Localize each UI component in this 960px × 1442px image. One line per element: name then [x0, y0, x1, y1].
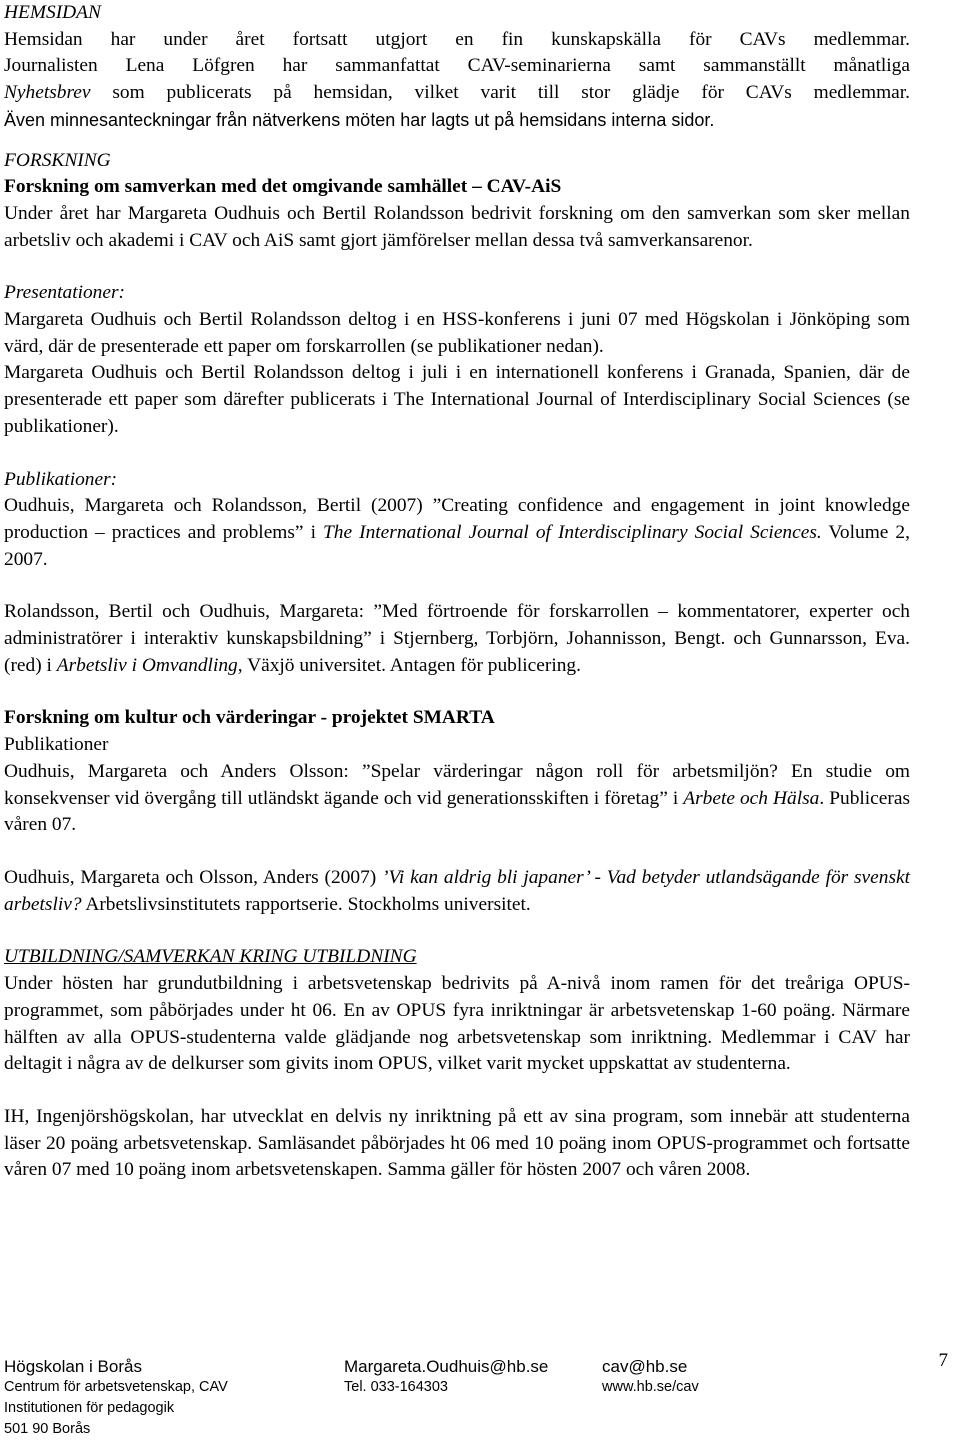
- section-heading-hemsidan: HEMSIDAN: [4, 2, 101, 23]
- footer-email-cav: cav@hb.se: [602, 1357, 688, 1376]
- section-hemsidan: [4, 0, 910, 134]
- text-span: Volume 2, 2007.: [4, 521, 910, 570]
- paragraph-line: Även minnesanteckningar från nätverkens möten har lagts ut på hemsidans interna sidor.: [4, 109, 715, 130]
- reference: [4, 493, 910, 573]
- label-presentationer: Presentationer:: [4, 282, 125, 304]
- text-span: , Växjö universitet. Antagen för publicering.: [237, 654, 581, 676]
- italic-text: The International Journal of Interdisciplinary Social Sciences.: [323, 521, 822, 543]
- reference: [4, 599, 910, 679]
- text-span: Oudhuis, Margareta och Rolandsson, Bertil (2007) ”Creating confidence and engagement in joint knowledge production – practices and problems” i: [4, 495, 910, 543]
- paragraph-line: Hemsidan har under året fortsatt utgjort en fin kunskapskälla för CAVs medlemmar.: [4, 28, 910, 50]
- label-publikationer: Publikationer: [4, 734, 109, 756]
- section-forskning: [4, 148, 910, 680]
- text-span: Arbetslivsinstitutets rapportserie. Stockholms universitet.: [81, 893, 531, 915]
- paragraph: Margareta Oudhuis och Bertil Rolandsson deltog i juli i en internationell konferens i Granada, Spanien, där de presenterade ett paper som därefter publicerats i The International Journal of Interdisciplinary Social Sciences (se publikationer).: [4, 362, 910, 437]
- footer-dept: Centrum för arbetsvetenskap, CAV: [4, 1379, 228, 1395]
- footer-org: Högskolan i Borås: [4, 1357, 142, 1376]
- section-smarta: [4, 705, 910, 918]
- footer-website: www.hb.se/cav: [602, 1379, 699, 1395]
- italic-text: Arbete och Hälsa: [683, 787, 820, 809]
- footer-address-block: [4, 1356, 228, 1440]
- text-span: som publicerats på hemsidan, vilket varit till stor glädje för CAVs medlemmar.: [90, 82, 910, 104]
- subheading: Forskning om samverkan med det omgivande samhället – CAV-AiS: [4, 176, 562, 198]
- reference: [4, 759, 910, 839]
- reference: [4, 865, 910, 918]
- paragraph: IH, Ingenjörshögskolan, har utvecklat en delvis ny inriktning på ett av sina program, som innebär att studenterna läser 20 poäng arbetsvetenskap. Samläsandet påbörjades ht 06 med 10 poäng inom OPUS-programmet och fortsatte våren 07 med 10 poäng inom arbetsvetenskapen. Samma gäller för hösten 2007 och våren 2008.: [4, 1105, 910, 1181]
- footer-phone: Tel. 033-164303: [344, 1379, 448, 1395]
- section-heading-forskning: FORSKNING: [4, 149, 111, 171]
- italic-text: Nyhetsbrev: [4, 82, 91, 104]
- text-span: Oudhuis, Margareta och Olsson, Anders (2007): [4, 866, 383, 888]
- page-number: 7: [938, 1350, 948, 1371]
- paragraph: Under hösten har grundutbildning i arbetsvetenskap bedrivits på A-nivå inom ramen för det treåriga OPUS-programmet, som påbörjades under ht 06. En av OPUS fyra inriktningar är arbetsvetenskap 1-60 poäng. Närmare hälften av alla OPUS-studenterna valde glädjande nog arbetsvetenskap som inriktning. Medlemmar i CAV har deltagit i några av de delkurser som givits inom OPUS, vilket varit mycket uppskattat av studenterna.: [4, 973, 910, 1075]
- section-utbildning: [4, 944, 910, 1184]
- paragraph: Under året har Margareta Oudhuis och Bertil Rolandsson bedrivit forskning om den samverkan som sker mellan arbetsliv och akademi i CAV och AiS samt gjort jämförelser mellan dessa två samverkansarenor.: [4, 202, 910, 251]
- paragraph-line: [4, 80, 910, 107]
- label-publikationer: Publikationer:: [4, 468, 118, 490]
- footer-inst: Institutionen för pedagogik: [4, 1400, 175, 1416]
- text-span: Oudhuis, Margareta och Anders Olsson: ”Spelar värderingar någon roll för arbetsmiljön? En studie om konsekvenser vid övergång till utländskt ägande och vid generationsskiften i företag” i: [4, 760, 910, 809]
- text-span: Rolandsson, Bertil och Oudhuis, Margareta: ”Med förtroende för forskarrollen – kommentatorer, experter och administratörer i interaktiv kunskapsbildning” i Stjernberg, Torbjörn, Johannisson, Bengt. och Gunnarsson, Eva. (red) i: [4, 601, 910, 676]
- section-heading-utbildning: UTBILDNING/SAMVERKAN KRING UTBILDNING: [4, 946, 417, 968]
- text-span: . Publiceras våren 07.: [4, 787, 910, 836]
- subheading: Forskning om kultur och värderingar - projektet SMARTA: [4, 707, 495, 729]
- footer-cav-block: [602, 1356, 699, 1398]
- footer-email: Margareta.Oudhuis@hb.se: [344, 1357, 549, 1376]
- paragraph-line: Journalisten Lena Löfgren har sammanfattat CAV-seminarierna samt sammanställt månatliga: [4, 55, 910, 77]
- document-page: [4, 0, 910, 1184]
- footer-address: 501 90 Borås: [4, 1421, 91, 1437]
- footer-contact-block: [344, 1356, 548, 1398]
- paragraph: Margareta Oudhuis och Bertil Rolandsson deltog i en HSS-konferens i juni 07 med Högskolan i Jönköping som värd, där de presenterade ett paper om forskarrollen (se publikationer nedan).: [4, 309, 910, 357]
- italic-text: ’Vi kan aldrig bli japaner’ - Vad betyder utlandsägande för svenskt arbetsliv?: [4, 866, 910, 915]
- italic-text: Arbetsliv i Omvandling: [56, 654, 238, 676]
- page-footer: [4, 1350, 954, 1442]
